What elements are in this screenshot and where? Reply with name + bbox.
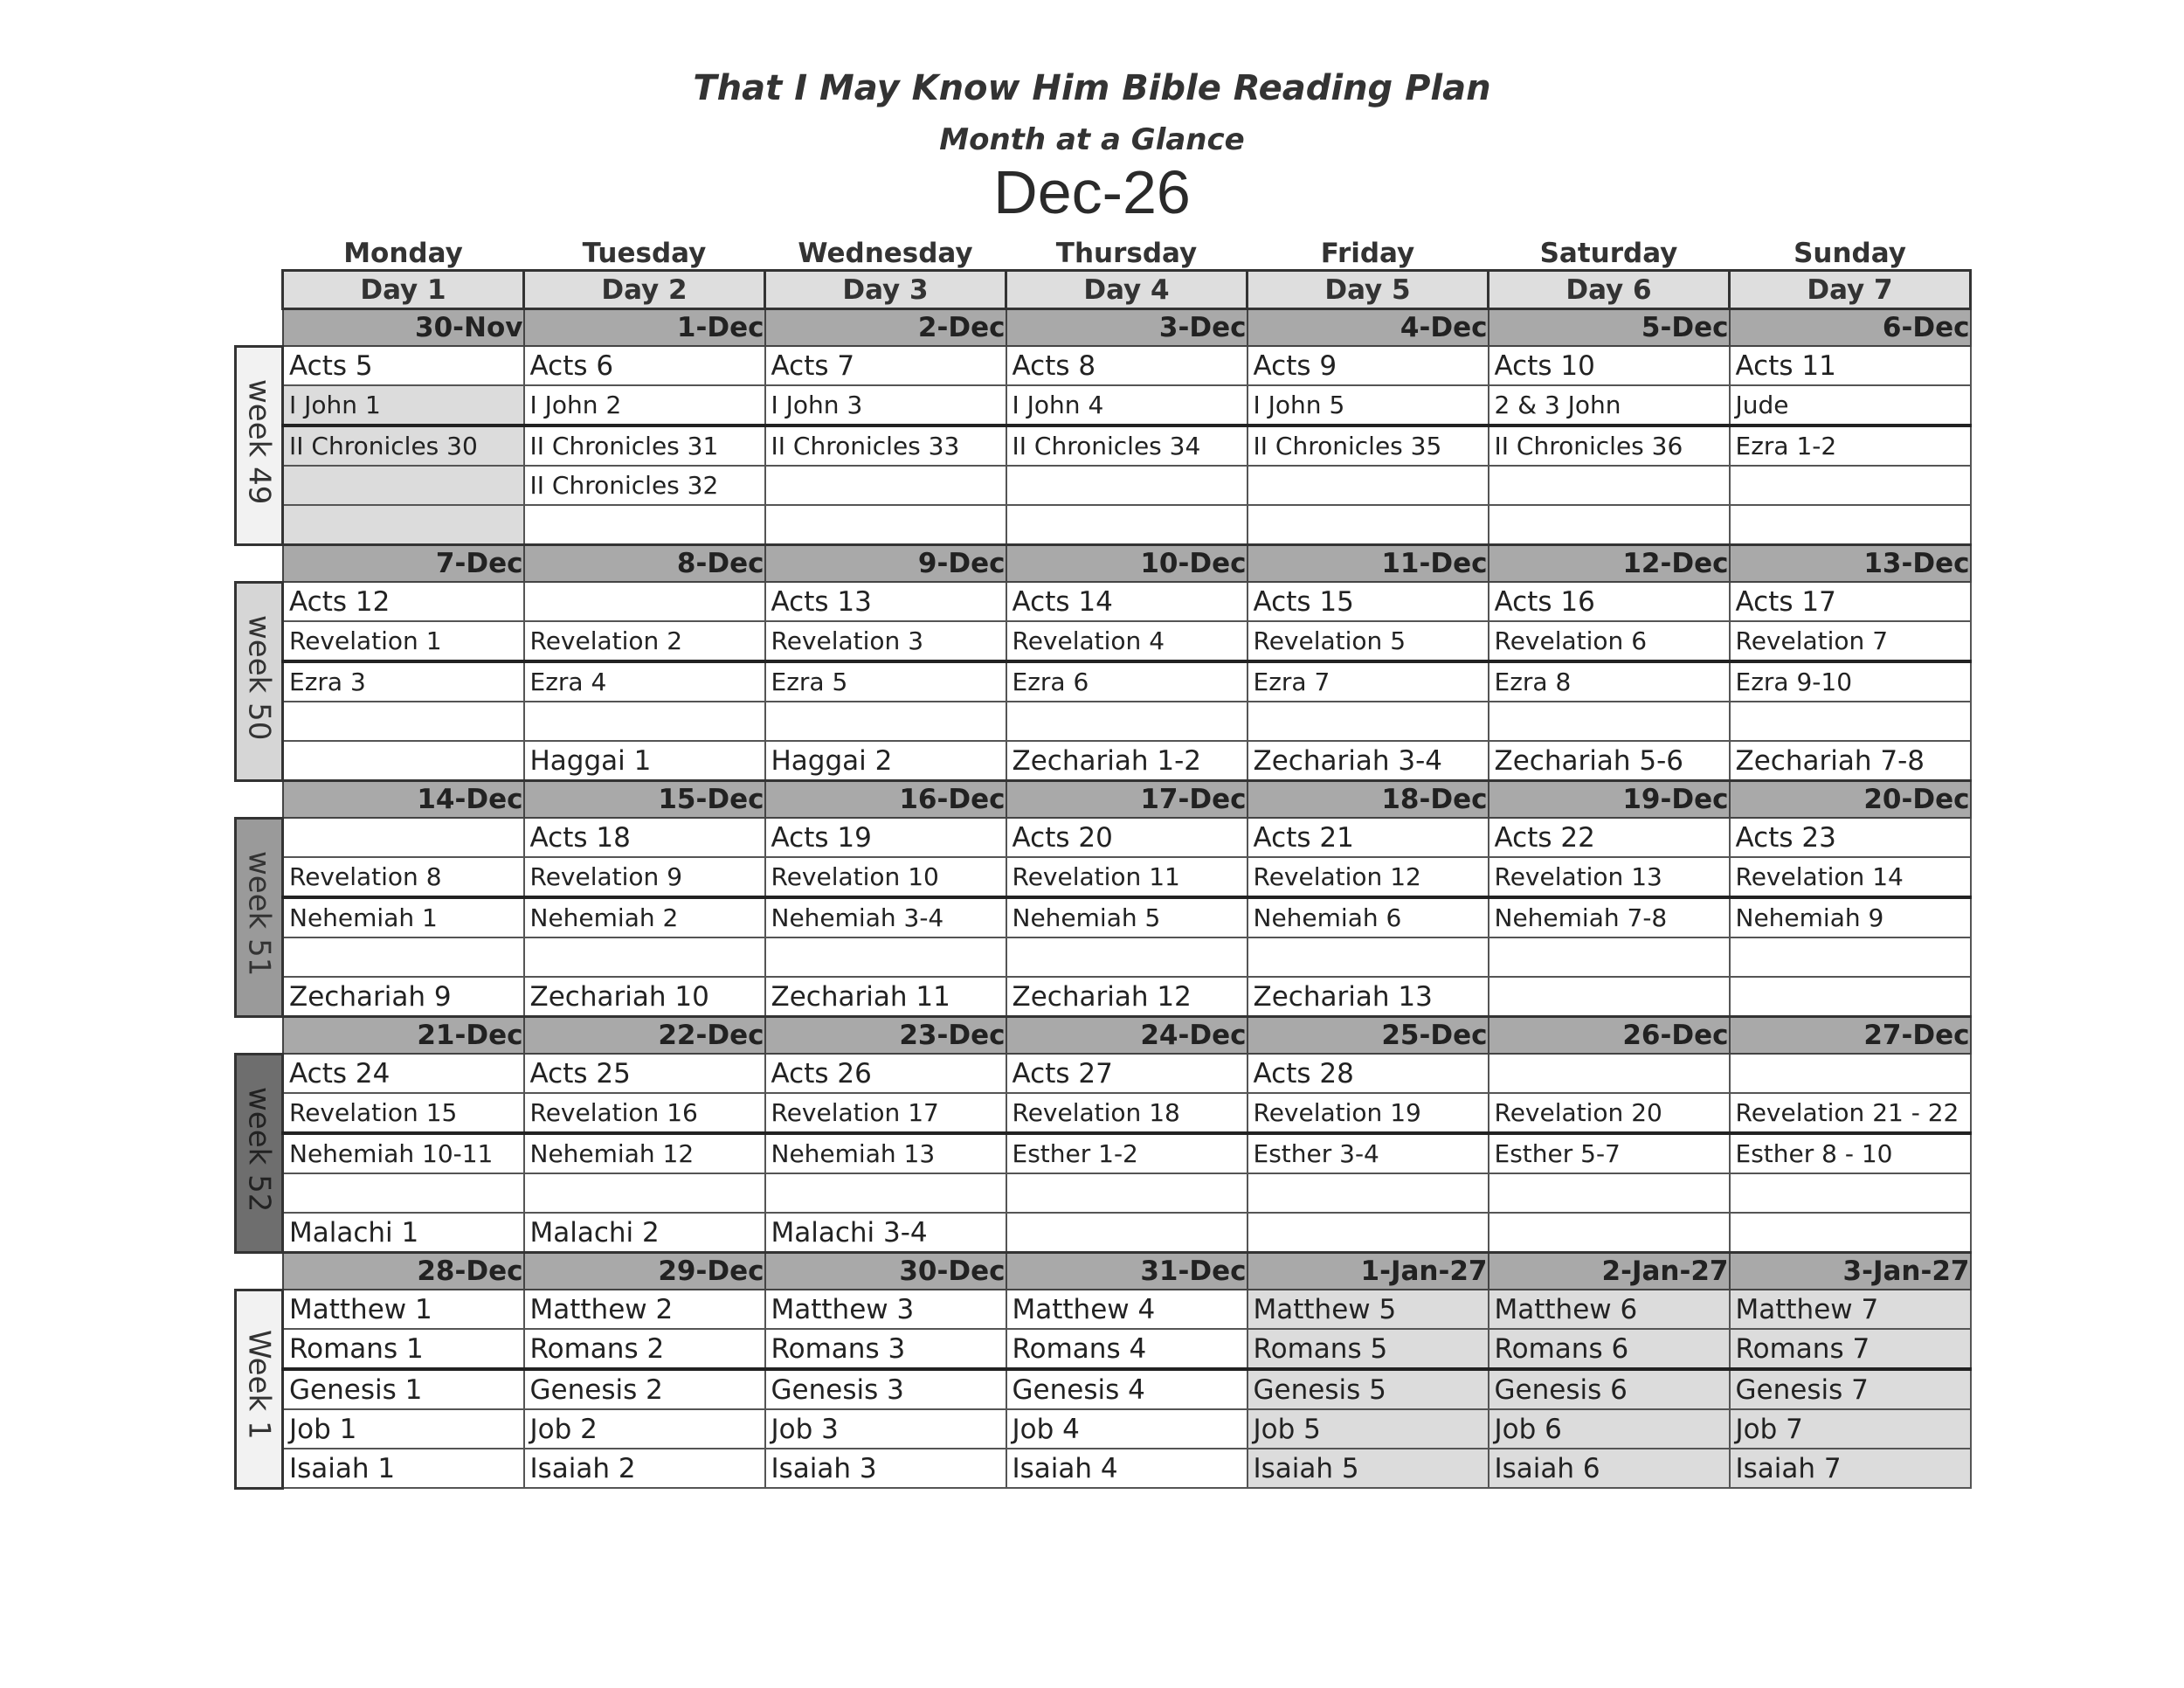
reading-cell: Matthew 4 <box>1006 1290 1248 1329</box>
day-name: Wednesday <box>798 238 973 269</box>
corner-blank <box>236 271 283 309</box>
reading-cell: Haggai 1 <box>524 741 765 781</box>
reading-cell: Revelation 21 - 22 <box>1730 1093 1971 1133</box>
reading-cell <box>1489 1173 1730 1213</box>
reading-cell: Haggai 2 <box>765 741 1006 781</box>
reading-cell: Acts 14 <box>1006 582 1248 621</box>
reading-cell <box>1006 702 1248 741</box>
reading-cell: Zechariah 5-6 <box>1489 741 1730 781</box>
reading-cell: Nehemiah 9 <box>1730 897 1971 937</box>
reading-row <box>236 702 1971 741</box>
reading-cell: Matthew 6 <box>1489 1290 1730 1329</box>
reading-cell: Acts 15 <box>1248 582 1489 621</box>
reading-cell: Revelation 1 <box>283 621 524 661</box>
reading-row <box>236 661 1971 702</box>
reading-cell <box>524 937 765 977</box>
date-cell: 26-Dec <box>1489 1017 1730 1055</box>
date-cell: 5-Dec <box>1489 309 1730 347</box>
reading-row <box>236 505 1971 545</box>
reading-cell: Isaiah 3 <box>765 1449 1006 1488</box>
reading-cell: Ezra 5 <box>765 661 1006 702</box>
day-name: Thursday <box>1055 238 1198 269</box>
reading-row <box>236 977 1971 1017</box>
reading-cell: Romans 1 <box>283 1329 524 1369</box>
date-cell: 7-Dec <box>283 545 524 583</box>
reading-row <box>236 1409 1971 1449</box>
reading-cell: Isaiah 5 <box>1248 1449 1489 1488</box>
reading-cell: Zechariah 7-8 <box>1730 741 1971 781</box>
reading-plan-calendar <box>234 238 1972 1490</box>
reading-cell: Nehemiah 1 <box>283 897 524 937</box>
reading-cell: 2 & 3 John <box>1489 385 1730 425</box>
day-name: Monday <box>343 238 463 269</box>
reading-cell: Matthew 5 <box>1248 1290 1489 1329</box>
reading-cell: Acts 13 <box>765 582 1006 621</box>
date-cell: 10-Dec <box>1006 545 1248 583</box>
reading-cell: Malachi 3-4 <box>765 1213 1006 1253</box>
corner-blank <box>236 238 283 271</box>
reading-cell: Matthew 7 <box>1730 1290 1971 1329</box>
date-cell: 15-Dec <box>524 781 765 819</box>
reading-row <box>236 425 1971 466</box>
date-cell: 8-Dec <box>524 545 765 583</box>
reading-cell: II Chronicles 35 <box>1248 425 1489 466</box>
reading-cell: Zechariah 12 <box>1006 977 1248 1017</box>
reading-cell: Job 2 <box>524 1409 765 1449</box>
reading-cell: Acts 6 <box>524 346 765 385</box>
reading-cell <box>1730 1173 1971 1213</box>
reading-cell: Acts 7 <box>765 346 1006 385</box>
reading-cell: Nehemiah 7-8 <box>1489 897 1730 937</box>
reading-cell: Acts 19 <box>765 818 1006 857</box>
week-label <box>236 1290 283 1488</box>
week-label <box>236 1054 283 1253</box>
date-row <box>236 545 1971 583</box>
reading-row <box>236 1133 1971 1173</box>
date-cell: 6-Dec <box>1730 309 1971 347</box>
reading-cell: Nehemiah 6 <box>1248 897 1489 937</box>
reading-cell <box>524 702 765 741</box>
reading-cell <box>524 1173 765 1213</box>
reading-row <box>236 1369 1971 1409</box>
week-label-text: week 50 <box>241 614 277 740</box>
reading-cell <box>283 818 524 857</box>
reading-cell: Isaiah 4 <box>1006 1449 1248 1488</box>
week-label-text: week 52 <box>241 1086 277 1212</box>
reading-cell: I John 4 <box>1006 385 1248 425</box>
reading-cell: Zechariah 3-4 <box>1248 741 1489 781</box>
date-cell: 9-Dec <box>765 545 1006 583</box>
reading-cell: Zechariah 1-2 <box>1006 741 1248 781</box>
reading-cell <box>1006 466 1248 505</box>
reading-cell: Ezra 7 <box>1248 661 1489 702</box>
reading-cell: Genesis 2 <box>524 1369 765 1409</box>
reading-cell: Zechariah 13 <box>1248 977 1489 1017</box>
reading-cell <box>283 702 524 741</box>
reading-cell: Nehemiah 13 <box>765 1133 1006 1173</box>
reading-cell: Acts 23 <box>1730 818 1971 857</box>
reading-cell: Acts 16 <box>1489 582 1730 621</box>
reading-row <box>236 741 1971 781</box>
reading-cell: Job 5 <box>1248 1409 1489 1449</box>
corner-blank <box>236 1253 283 1290</box>
reading-cell <box>283 741 524 781</box>
reading-cell: Zechariah 9 <box>283 977 524 1017</box>
reading-cell: Nehemiah 12 <box>524 1133 765 1173</box>
date-cell: 31-Dec <box>1006 1253 1248 1290</box>
date-cell: 4-Dec <box>1248 309 1489 347</box>
reading-row <box>236 385 1971 425</box>
reading-cell: II Chronicles 31 <box>524 425 765 466</box>
reading-cell: Revelation 12 <box>1248 857 1489 897</box>
reading-cell <box>1248 466 1489 505</box>
date-row <box>236 1017 1971 1055</box>
reading-cell <box>1006 1173 1248 1213</box>
reading-row <box>236 818 1971 857</box>
reading-cell <box>1489 505 1730 545</box>
reading-cell: Revelation 6 <box>1489 621 1730 661</box>
reading-row <box>236 857 1971 897</box>
reading-cell <box>1248 937 1489 977</box>
reading-cell <box>1489 702 1730 741</box>
corner-blank <box>236 781 283 819</box>
date-cell: 14-Dec <box>283 781 524 819</box>
reading-cell: Revelation 13 <box>1489 857 1730 897</box>
date-cell: 29-Dec <box>524 1253 765 1290</box>
reading-row <box>236 1213 1971 1253</box>
reading-cell: Ezra 1-2 <box>1730 425 1971 466</box>
reading-cell <box>1489 1054 1730 1093</box>
reading-cell: Nehemiah 10-11 <box>283 1133 524 1173</box>
reading-cell <box>1006 505 1248 545</box>
reading-cell: Revelation 7 <box>1730 621 1971 661</box>
reading-cell: Jude <box>1730 385 1971 425</box>
reading-cell: Esther 3-4 <box>1248 1133 1489 1173</box>
reading-cell: II Chronicles 34 <box>1006 425 1248 466</box>
day-number: Day 2 <box>524 271 765 309</box>
reading-cell: II Chronicles 32 <box>524 466 765 505</box>
week-label <box>236 582 283 781</box>
date-cell: 16-Dec <box>765 781 1006 819</box>
reading-cell: Malachi 2 <box>524 1213 765 1253</box>
reading-cell <box>283 505 524 545</box>
day-name: Sunday <box>1794 238 1906 269</box>
reading-cell: Romans 2 <box>524 1329 765 1369</box>
reading-cell: Revelation 19 <box>1248 1093 1489 1133</box>
date-cell: 18-Dec <box>1248 781 1489 819</box>
reading-cell: Revelation 18 <box>1006 1093 1248 1133</box>
reading-row <box>236 1329 1971 1369</box>
reading-cell: Nehemiah 2 <box>524 897 765 937</box>
date-cell: 21-Dec <box>283 1017 524 1055</box>
day-number: Day 6 <box>1489 271 1730 309</box>
reading-cell: Revelation 14 <box>1730 857 1971 897</box>
reading-cell: Acts 5 <box>283 346 524 385</box>
reading-cell: Ezra 8 <box>1489 661 1730 702</box>
reading-cell <box>1489 937 1730 977</box>
date-row <box>236 781 1971 819</box>
reading-cell <box>1730 505 1971 545</box>
reading-cell: Romans 4 <box>1006 1329 1248 1369</box>
day-number: Day 4 <box>1006 271 1248 309</box>
date-cell: 30-Dec <box>765 1253 1006 1290</box>
date-cell: 25-Dec <box>1248 1017 1489 1055</box>
reading-cell: Isaiah 7 <box>1730 1449 1971 1488</box>
week-label-text: week 51 <box>241 850 277 976</box>
date-cell: 23-Dec <box>765 1017 1006 1055</box>
reading-cell: Revelation 2 <box>524 621 765 661</box>
reading-cell <box>283 466 524 505</box>
reading-cell <box>1248 1173 1489 1213</box>
reading-cell: Acts 24 <box>283 1054 524 1093</box>
reading-cell: Revelation 11 <box>1006 857 1248 897</box>
reading-cell: Revelation 17 <box>765 1093 1006 1133</box>
reading-cell <box>1006 1213 1248 1253</box>
reading-cell <box>765 1173 1006 1213</box>
date-cell: 2-Dec <box>765 309 1006 347</box>
reading-cell: Genesis 5 <box>1248 1369 1489 1409</box>
reading-cell: Acts 26 <box>765 1054 1006 1093</box>
reading-row <box>236 1173 1971 1213</box>
date-cell: 24-Dec <box>1006 1017 1248 1055</box>
reading-cell: Romans 3 <box>765 1329 1006 1369</box>
reading-cell: Acts 9 <box>1248 346 1489 385</box>
week-label-text: Week 1 <box>241 1330 277 1440</box>
reading-cell: Acts 25 <box>524 1054 765 1093</box>
reading-cell: II Chronicles 30 <box>283 425 524 466</box>
day-number: Day 7 <box>1730 271 1971 309</box>
corner-blank <box>236 309 283 347</box>
date-cell: 12-Dec <box>1489 545 1730 583</box>
date-cell: 30-Nov <box>283 309 524 347</box>
date-cell: 11-Dec <box>1248 545 1489 583</box>
reading-cell: I John 3 <box>765 385 1006 425</box>
reading-row <box>236 937 1971 977</box>
reading-row <box>236 897 1971 937</box>
reading-cell: Isaiah 2 <box>524 1449 765 1488</box>
reading-cell: Matthew 2 <box>524 1290 765 1329</box>
date-row <box>236 1253 1971 1290</box>
reading-cell <box>1730 977 1971 1017</box>
reading-cell: Ezra 3 <box>283 661 524 702</box>
date-cell: 22-Dec <box>524 1017 765 1055</box>
reading-cell <box>1006 937 1248 977</box>
reading-cell <box>1730 466 1971 505</box>
reading-cell: Revelation 3 <box>765 621 1006 661</box>
reading-cell: Romans 7 <box>1730 1329 1971 1369</box>
reading-cell: Esther 1-2 <box>1006 1133 1248 1173</box>
reading-cell <box>1489 1213 1730 1253</box>
reading-cell: Isaiah 6 <box>1489 1449 1730 1488</box>
reading-cell: Revelation 5 <box>1248 621 1489 661</box>
day-name: Tuesday <box>582 238 707 269</box>
reading-cell: Acts 21 <box>1248 818 1489 857</box>
date-cell: 19-Dec <box>1489 781 1730 819</box>
date-cell: 1-Jan-27 <box>1248 1253 1489 1290</box>
reading-cell: I John 5 <box>1248 385 1489 425</box>
reading-cell: Revelation 16 <box>524 1093 765 1133</box>
reading-cell: Acts 18 <box>524 818 765 857</box>
week-label <box>236 346 283 545</box>
reading-cell: I John 2 <box>524 385 765 425</box>
reading-cell: Esther 8 - 10 <box>1730 1133 1971 1173</box>
reading-cell: Job 6 <box>1489 1409 1730 1449</box>
day-name: Friday <box>1320 238 1415 269</box>
reading-cell: Acts 28 <box>1248 1054 1489 1093</box>
reading-cell <box>765 505 1006 545</box>
reading-row <box>236 1054 1971 1093</box>
day-name-row <box>236 238 1971 271</box>
reading-cell: Acts 20 <box>1006 818 1248 857</box>
reading-cell <box>524 582 765 621</box>
plan-subtitle: Month at a Glance <box>939 122 1245 157</box>
reading-cell: Job 4 <box>1006 1409 1248 1449</box>
date-cell: 1-Dec <box>524 309 765 347</box>
reading-cell <box>283 1173 524 1213</box>
reading-row <box>236 582 1971 621</box>
reading-cell: Nehemiah 5 <box>1006 897 1248 937</box>
date-cell: 13-Dec <box>1730 545 1971 583</box>
reading-cell: Revelation 15 <box>283 1093 524 1133</box>
reading-cell: Job 1 <box>283 1409 524 1449</box>
date-cell: 17-Dec <box>1006 781 1248 819</box>
date-cell: 28-Dec <box>283 1253 524 1290</box>
date-cell: 2-Jan-27 <box>1489 1253 1730 1290</box>
date-cell: 20-Dec <box>1730 781 1971 819</box>
day-number: Day 1 <box>283 271 524 309</box>
week-label-text: week 49 <box>241 378 277 504</box>
week-label <box>236 818 283 1017</box>
day-number-row <box>236 271 1971 309</box>
reading-cell: Revelation 9 <box>524 857 765 897</box>
reading-cell: Acts 22 <box>1489 818 1730 857</box>
corner-blank <box>236 545 283 583</box>
reading-cell: Revelation 4 <box>1006 621 1248 661</box>
reading-cell: Acts 27 <box>1006 1054 1248 1093</box>
reading-cell: Malachi 1 <box>283 1213 524 1253</box>
reading-cell: Genesis 1 <box>283 1369 524 1409</box>
reading-cell <box>1248 505 1489 545</box>
reading-cell: Genesis 7 <box>1730 1369 1971 1409</box>
reading-cell: Romans 6 <box>1489 1329 1730 1369</box>
reading-cell <box>1248 1213 1489 1253</box>
reading-cell <box>1730 702 1971 741</box>
reading-cell: Matthew 1 <box>283 1290 524 1329</box>
date-row <box>236 309 1971 347</box>
reading-cell: Job 7 <box>1730 1409 1971 1449</box>
plan-title: That I May Know Him Bible Reading Plan <box>693 68 1491 108</box>
reading-cell <box>1248 702 1489 741</box>
reading-row <box>236 346 1971 385</box>
reading-cell <box>1730 1054 1971 1093</box>
reading-cell <box>283 937 524 977</box>
reading-cell: Acts 11 <box>1730 346 1971 385</box>
reading-cell: Revelation 10 <box>765 857 1006 897</box>
reading-cell <box>1730 1213 1971 1253</box>
reading-cell: I John 1 <box>283 385 524 425</box>
day-name: Saturday <box>1539 238 1678 269</box>
reading-cell: Matthew 3 <box>765 1290 1006 1329</box>
reading-row <box>236 1449 1971 1488</box>
reading-cell <box>765 937 1006 977</box>
reading-cell <box>1489 977 1730 1017</box>
reading-cell: II Chronicles 36 <box>1489 425 1730 466</box>
reading-cell: Genesis 3 <box>765 1369 1006 1409</box>
day-number: Day 5 <box>1248 271 1489 309</box>
reading-cell <box>524 505 765 545</box>
reading-row <box>236 1093 1971 1133</box>
reading-cell: Genesis 4 <box>1006 1369 1248 1409</box>
day-number: Day 3 <box>765 271 1006 309</box>
reading-cell: Ezra 6 <box>1006 661 1248 702</box>
date-cell: 3-Dec <box>1006 309 1248 347</box>
date-cell: 3-Jan-27 <box>1730 1253 1971 1290</box>
reading-cell: Acts 17 <box>1730 582 1971 621</box>
reading-cell: Acts 10 <box>1489 346 1730 385</box>
reading-cell <box>765 702 1006 741</box>
reading-cell <box>765 466 1006 505</box>
reading-cell: Zechariah 10 <box>524 977 765 1017</box>
reading-row <box>236 621 1971 661</box>
reading-cell: Genesis 6 <box>1489 1369 1730 1409</box>
date-cell: 27-Dec <box>1730 1017 1971 1055</box>
reading-cell: Revelation 20 <box>1489 1093 1730 1133</box>
reading-cell: Acts 8 <box>1006 346 1248 385</box>
reading-cell: Acts 12 <box>283 582 524 621</box>
reading-cell: Nehemiah 3-4 <box>765 897 1006 937</box>
corner-blank <box>236 1017 283 1055</box>
reading-cell: II Chronicles 33 <box>765 425 1006 466</box>
reading-cell: Ezra 4 <box>524 661 765 702</box>
reading-cell: Romans 5 <box>1248 1329 1489 1369</box>
reading-row <box>236 1290 1971 1329</box>
month-heading: Dec-26 <box>993 158 1191 226</box>
reading-cell: Job 3 <box>765 1409 1006 1449</box>
reading-cell <box>1489 466 1730 505</box>
reading-cell: Zechariah 11 <box>765 977 1006 1017</box>
reading-cell: Esther 5-7 <box>1489 1133 1730 1173</box>
reading-cell: Ezra 9-10 <box>1730 661 1971 702</box>
reading-cell: Revelation 8 <box>283 857 524 897</box>
reading-cell: Isaiah 1 <box>283 1449 524 1488</box>
reading-row <box>236 466 1971 505</box>
reading-cell <box>1730 937 1971 977</box>
